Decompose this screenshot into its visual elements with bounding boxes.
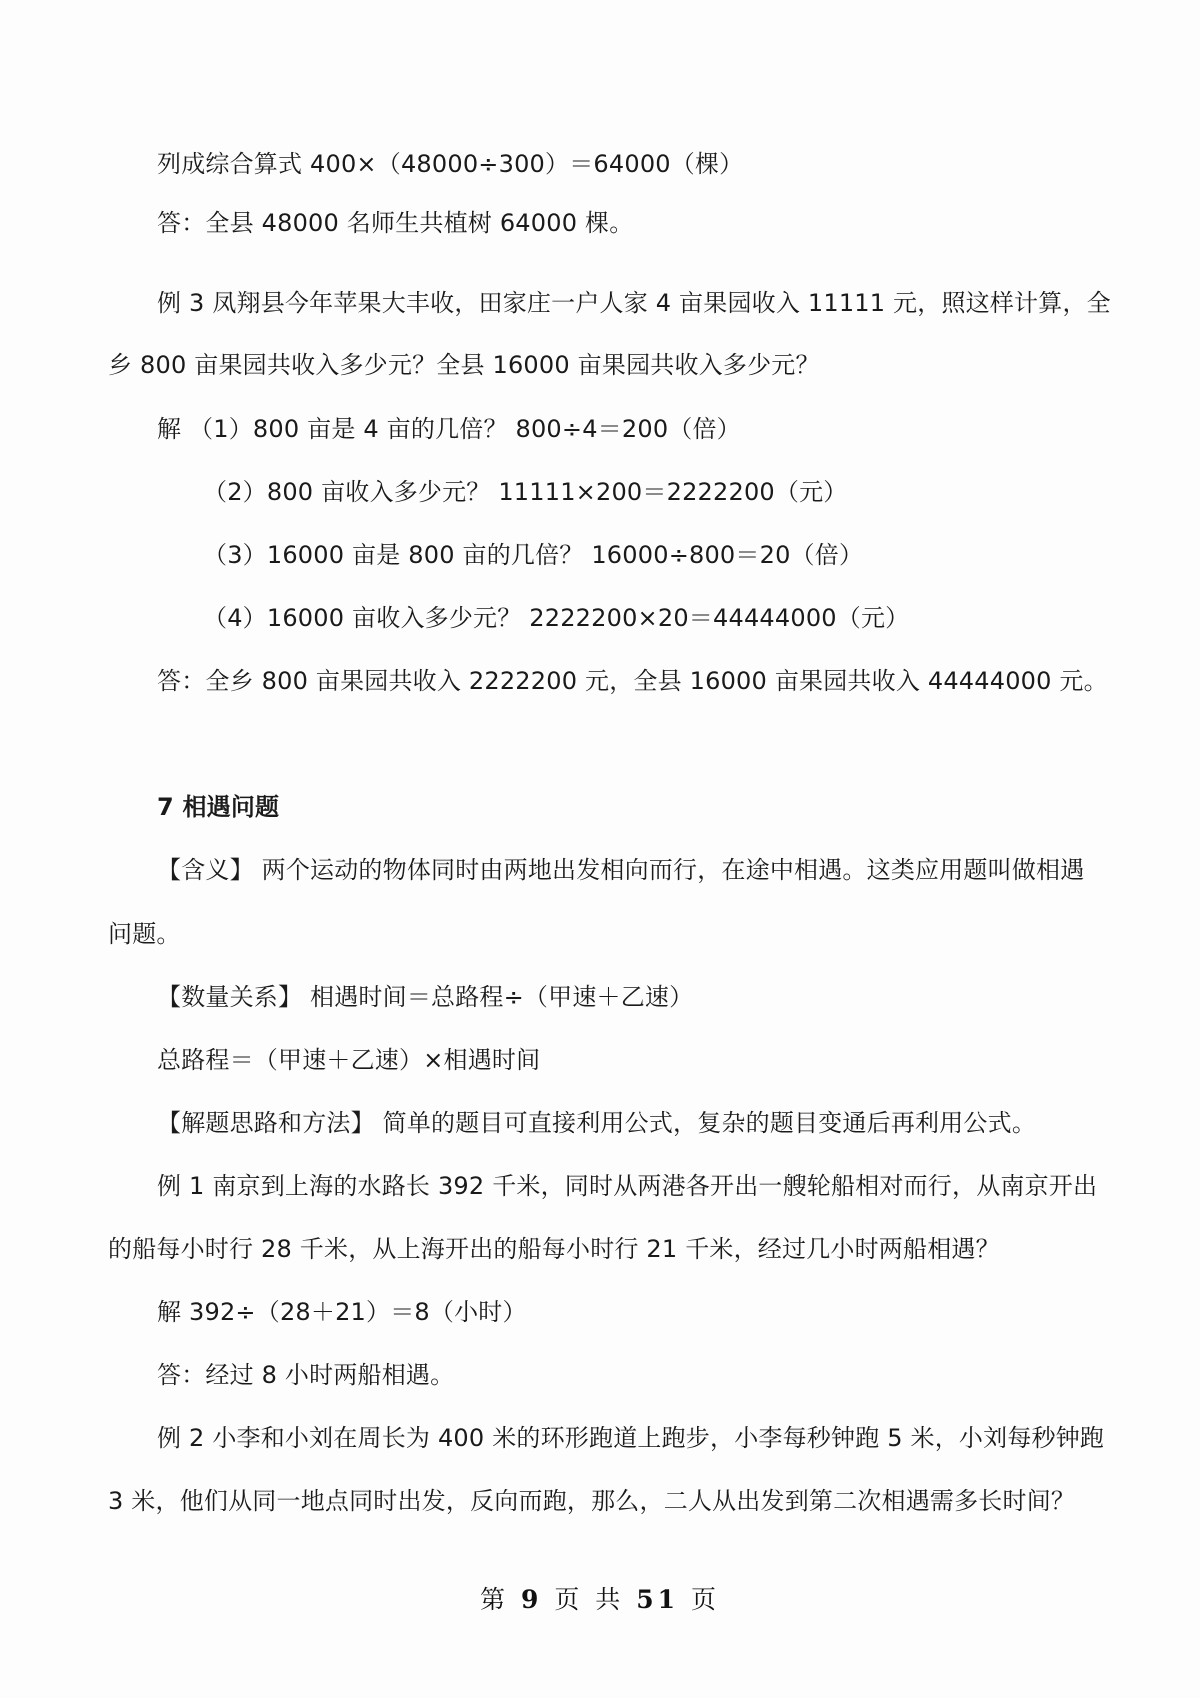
footer-prefix: 第 [480,1585,510,1614]
example-1-line-2: 的船每小时行 28 千米，从上海开出的船每小时行 21 千米，经过几小时两船相遇？ [108,1235,1000,1263]
definition-line-1: 【含义】 两个运动的物体同时由两地出发相向而行，在途中相遇。这类应用题叫做相遇 [157,856,1085,884]
example-3-line-2: 乡 800 亩果园共收入多少元？全县 16000 亩果园共收入多少元？ [108,351,820,379]
example-3-line-1: 例 3 凤翔县今年苹果大丰收，田家庄一户人家 4 亩果园收入 11111 元，照这样计算，全 [157,289,1111,317]
solution-step-1: 解 （1）800 亩是 4 亩的几倍？ 800÷4＝200（倍） [157,415,741,443]
example-1-line-1: 例 1 南京到上海的水路长 392 千米，同时从两港各开出一艘轮船相对而行，从南京开出 [157,1172,1098,1200]
footer-middle: 页 共 [554,1585,625,1614]
method-line: 【解题思路和方法】 简单的题目可直接利用公式，复杂的题目变通后再利用公式。 [157,1109,1037,1137]
example-1-solution: 解 392÷（28＋21）＝8（小时） [157,1298,527,1326]
answer-line: 答：全县 48000 名师生共植树 64000 棵。 [157,209,634,237]
total-page-count: 51 [636,1585,680,1614]
relation-line-2: 总路程＝（甲速＋乙速）×相遇时间 [157,1046,541,1074]
example-1-answer: 答：经过 8 小时两船相遇。 [157,1361,455,1389]
footer-suffix: 页 [690,1585,720,1614]
section-heading: 7 相遇问题 [157,793,280,821]
definition-line-2: 问题。 [108,920,181,948]
solution-step-3: （3）16000 亩是 800 亩的几倍？ 16000÷800＝20（倍） [203,541,864,569]
relation-line-1: 【数量关系】 相遇时间＝总路程÷（甲速＋乙速） [157,983,694,1011]
solution-step-2: （2）800 亩收入多少元？ 11111×200＝2222200（元） [203,478,848,506]
example-2-line-1: 例 2 小李和小刘在周长为 400 米的环形跑道上跑步，小李每秒钟跑 5 米，小刘每秒钟跑 [157,1424,1105,1452]
current-page-number: 9 [520,1585,543,1614]
solution-step-4: （4）16000 亩收入多少元？ 2222200×20＝44444000（元） [203,604,910,632]
formula-line: 列成综合算式 400×（48000÷300）＝64000（棵） [157,150,744,178]
example-3-answer: 答：全乡 800 亩果园共收入 2222200 元，全县 16000 亩果园共收入 44444000 元。 [157,667,1108,695]
page-footer [0,1580,1200,1616]
example-2-line-2: 3 米，他们从同一地点同时出发，反向而跑，那么，二人从出发到第二次相遇需多长时间？ [108,1487,1076,1515]
